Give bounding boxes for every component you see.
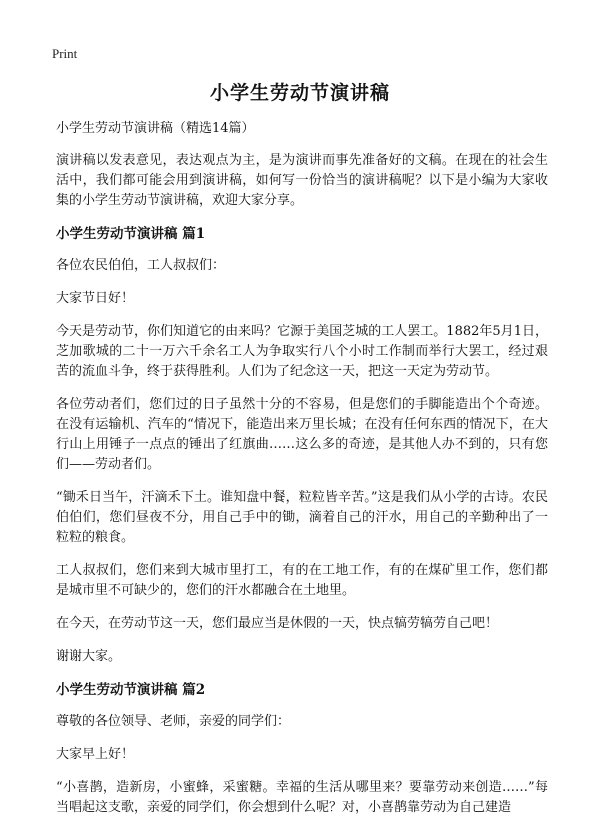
paragraph: “锄禾日当午，汗滴禾下土。谁知盘中餐，粒粒皆辛苦。”这是我们从小学的古诗。农民伯伯们，您们昼夜不分，用自己手中的锄，滴着自己的汗水，用自己的辛勤种出了一粒粒的粮食。 xyxy=(56,490,548,545)
paragraph: 大家早上好！ xyxy=(56,747,135,762)
section-1 xyxy=(56,224,548,667)
print-link[interactable]: Print xyxy=(52,46,78,61)
page-title: 小学生劳动节演讲稿 xyxy=(209,82,390,104)
paragraph: 尊敬的各位领导、老师，亲爱的同学们： xyxy=(56,714,291,729)
paragraph: 大家节日好！ xyxy=(56,291,135,306)
section-heading: 小学生劳动节演讲稿 篇1 xyxy=(56,226,206,242)
section-heading: 小学生劳动节演讲稿 篇2 xyxy=(56,682,206,698)
paragraph: 今天是劳动节，你们知道它的由来吗？它源于美国芝城的工人罢工。1882年5月1日，芝加歌城的二十一万六千余名工人为争取实行八个小时工作制而举行大罢工，经过艰苦的流血斗争，终于获得胜利。人们为了纪念这一天，把这一天定为劳动节。 xyxy=(56,324,548,379)
paragraph: 谢谢大家。 xyxy=(56,649,122,664)
document-body xyxy=(56,119,548,828)
paragraph: 工人叔叔们，您们来到大城市里打工，有的在工地工作，有的在煤矿里工作，您们都是城市里不可缺少的，您们的汗水都融合在土地里。 xyxy=(56,563,548,598)
paragraph: 各位农民伯伯，工人叔叔们： xyxy=(56,258,226,273)
paragraph: 各位劳动者们，您们过的日子虽然十分的不容易，但是您们的手脚能造出个个奇迹。在没有运输机、汽车的“情况下，能造出来万里长城；在没有任何东西的情况下，在大行山上用锤子一点点的锤出了红旗曲……这么多的奇迹，是其他人办不到的，只有您们——劳动者们。 xyxy=(56,397,548,472)
paragraph: 在今天，在劳动节这一天，您们最应当是休假的一天，快点犒劳犒劳自己吧！ xyxy=(56,616,499,631)
intro-paragraph: 演讲稿以发表意见，表达观点为主，是为演讲而事先准备好的文稿。在现在的社会生活中，我们都可能会用到演讲稿，如何写一份恰当的演讲稿呢？以下是小编为大家收集的小学生劳动节演讲稿，欢迎大家分享。 xyxy=(56,153,548,208)
document-subtitle: 小学生劳动节演讲稿（精选14篇） xyxy=(56,121,255,136)
paragraph: “小喜鹊，造新房，小蜜蜂，采蜜糖。幸福的生活从哪里来？要靠劳动来创造……”每当唱起这支歌，亲爱的同学们，你会想到什么呢？对，小喜鹊靠劳动为自己建造 xyxy=(56,780,548,815)
section-2 xyxy=(56,680,548,818)
